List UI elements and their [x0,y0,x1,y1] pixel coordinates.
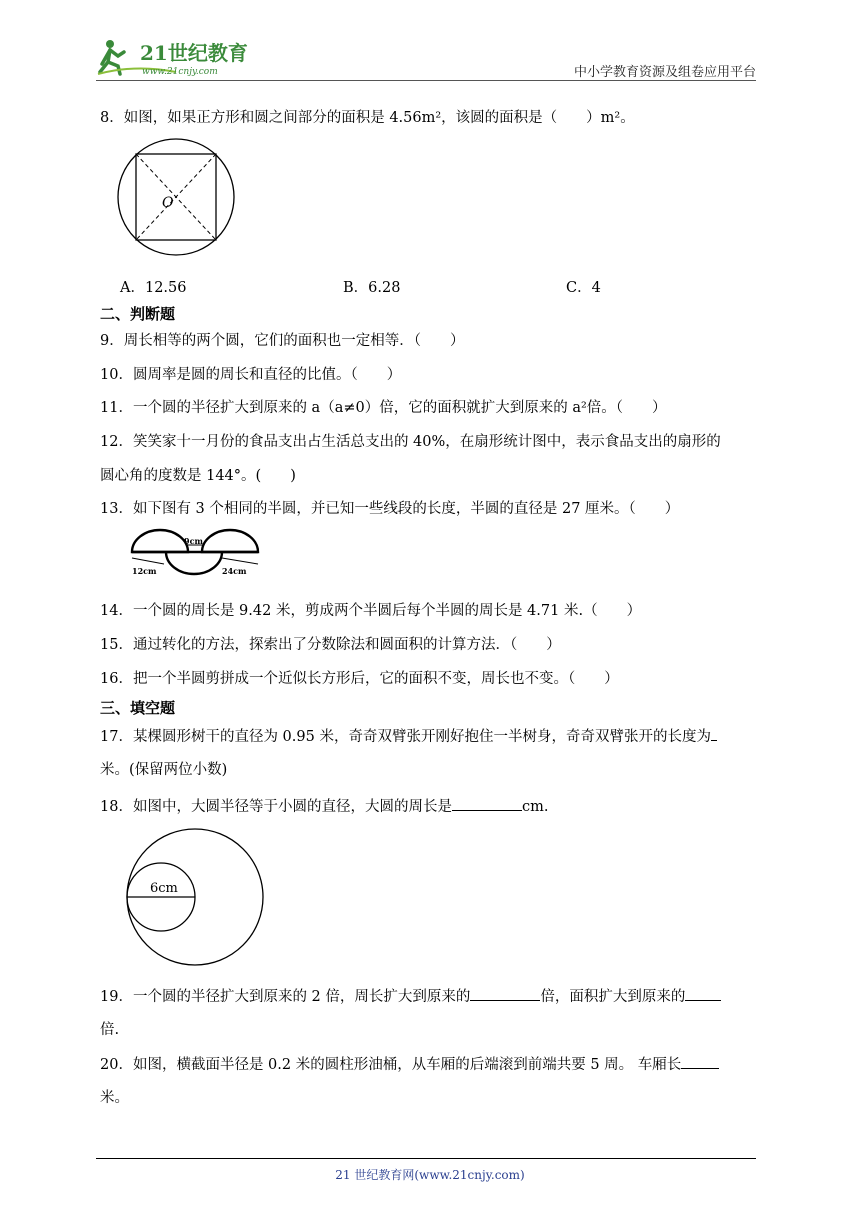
question-14: 14．一个圆的周长是 9.42 米，剪成两个半圆后每个半圆的周长是 4.71 米.（ ） [100,603,642,619]
question-17-text: 17．某棵圆形树干的直径为 0.95 米，奇奇双臂张开刚好抱住一半树身，奇奇双臂张开的长度为 [100,729,711,745]
header-divider [96,80,756,81]
option-b: B．6.28 [343,280,401,296]
footer-text: 21 世纪教育网(www.21cnjy.com) [335,1168,525,1182]
question-13: 13．如下图有 3 个相同的半圆，并已知一些线段的长度，半圆的直径是 27 厘米。（ ） [100,501,680,517]
answer-blank[interactable] [685,986,721,1001]
question-18-unit: cm. [521,799,549,815]
figure-three-semicircles [128,528,262,580]
option-c: C．4 [566,280,601,296]
question-19-text: 19．一个圆的半径扩大到原来的 2 倍，周长扩大到原来的 [100,989,471,1005]
question-20-line1 [100,1054,719,1075]
option-a: A．12.56 [120,280,187,296]
logo-text: 21世纪教育 [140,41,248,65]
question-18 [100,796,548,817]
section-judgement-title: 二、判断题 [100,305,176,323]
answer-blank[interactable] [452,796,522,811]
question-17-line2: 米。(保留两位小数) [100,762,228,778]
question-19-line1 [100,986,721,1007]
header-right-text: 中小学教育资源及组卷应用平台 [573,65,756,80]
answer-blank[interactable] [470,986,540,1001]
answer-blank[interactable] [711,726,717,741]
label-top: 9cm [184,536,203,546]
question-19-text-mid: 倍，面积扩大到原来的 [540,989,686,1005]
question-8: 8．如图，如果正方形和圆之间部分的面积是 4.56m²，该圆的面积是（ ）m²。 [100,110,635,126]
figure-square-in-circle [114,135,238,259]
question-17-line1 [100,726,717,747]
question-20-text: 20．如图，横截面半径是 0.2 米的圆柱形油桶，从车厢的后端滚到前端共要 5 周。 车厢长 [100,1057,682,1073]
logo [96,34,256,78]
label-right: 24cm [222,566,247,576]
question-10: 10．圆周率是圆的周长和直径的比值。（ ） [100,367,402,383]
logo-url: www.21cnjy.com [142,67,218,77]
label-left: 12cm [132,566,157,576]
footer-divider [96,1158,756,1159]
section-fill-title: 三、填空题 [100,699,176,717]
question-9: 9．周长相等的两个圆，它们的面积也一定相等．（ ） [100,333,465,349]
center-label: O [162,195,174,211]
question-12-line1: 12．笑笑家十一月份的食品支出占生活总支出的 40%，在扇形统计图中，表示食品支出的扇形的 [100,434,721,450]
question-11: 11．一个圆的半径扩大到原来的 a（a≠0）倍，它的面积就扩大到原来的 a²倍。（ ） [100,400,667,416]
question-20-line2: 米。 [100,1090,129,1106]
question-16: 16．把一个半圆剪拼成一个近似长方形后，它的面积不变，周长也不变。（ ） [100,671,619,687]
diameter-label: 6cm [150,881,178,896]
question-12-line2: 圆心角的度数是 144°。( ) [100,468,296,484]
figure-two-circles [124,826,266,968]
question-18-text: 18．如图中，大圆半径等于小圆的直径，大圆的周长是 [100,799,452,815]
question-19-line2: 倍. [100,1022,120,1038]
answer-blank[interactable] [681,1054,719,1069]
question-15: 15．通过转化的方法，探索出了分数除法和圆面积的计算方法．（ ） [100,637,561,653]
